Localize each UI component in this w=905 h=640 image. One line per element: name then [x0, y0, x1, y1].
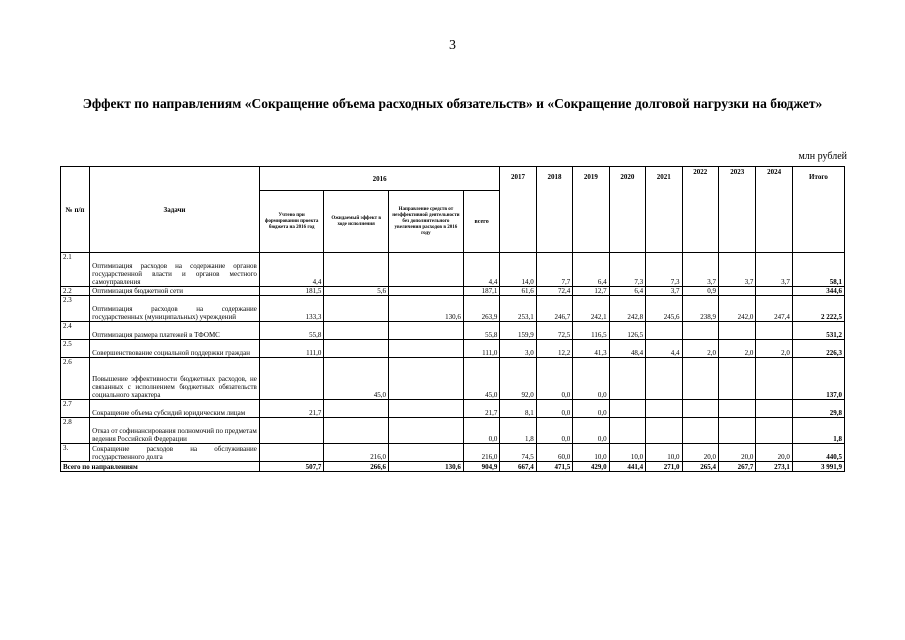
row-value: 55,8 — [259, 322, 324, 340]
row-value: 21,7 — [259, 400, 324, 418]
row-value: 4,4 — [259, 253, 324, 287]
totals-cell: 667,4 — [500, 462, 536, 472]
row-value — [682, 358, 718, 400]
row-value: 0,0 — [536, 400, 572, 418]
row-value: 8,1 — [500, 400, 536, 418]
row-value: 7,3 — [646, 253, 682, 287]
table-body — [61, 253, 845, 472]
header-year-2020: 2020 — [609, 167, 645, 253]
row-value — [756, 322, 792, 340]
totals-cell: 130,6 — [388, 462, 463, 472]
row-total: 344,6 — [792, 287, 844, 296]
row-value: 2,0 — [756, 340, 792, 358]
totals-grand: 3 991,9 — [792, 462, 844, 472]
table-row — [61, 296, 845, 322]
row-number: 2.5 — [61, 340, 90, 358]
table-row — [61, 358, 845, 400]
row-value: 111,0 — [463, 340, 499, 358]
row-value: 20,0 — [718, 444, 755, 462]
row-value: 45,0 — [324, 358, 389, 400]
row-value — [718, 400, 755, 418]
row-value: 72,5 — [536, 322, 572, 340]
row-value — [718, 358, 755, 400]
row-value: 0,0 — [573, 358, 609, 400]
table-row — [61, 444, 845, 462]
row-value — [756, 358, 792, 400]
row-value — [388, 400, 463, 418]
row-value: 3,0 — [500, 340, 536, 358]
row-value — [388, 358, 463, 400]
row-value: 10,0 — [573, 444, 609, 462]
row-value: 0,0 — [536, 418, 572, 444]
header-year-2024: 2024 — [756, 167, 792, 253]
header-no: № п/п — [61, 167, 90, 253]
row-value — [646, 418, 682, 444]
row-value — [259, 444, 324, 462]
row-value — [388, 253, 463, 287]
row-task: Сокращение объема субсидий юридическим лицам — [90, 400, 260, 418]
row-value: 3,7 — [646, 287, 682, 296]
row-value — [324, 296, 389, 322]
row-value — [682, 322, 718, 340]
row-value: 216,0 — [324, 444, 389, 462]
row-total: 1,8 — [792, 418, 844, 444]
row-value: 55,8 — [463, 322, 499, 340]
row-number: 2.3 — [61, 296, 90, 322]
row-number: 2.1 — [61, 253, 90, 287]
header-year-2022: 2022 — [682, 167, 718, 253]
totals-cell: 273,1 — [756, 462, 792, 472]
totals-row — [61, 462, 845, 472]
row-value: 253,1 — [500, 296, 536, 322]
totals-cell: 265,4 — [682, 462, 718, 472]
row-value: 7,7 — [536, 253, 572, 287]
effect-table — [60, 166, 845, 472]
header-year-2019: 2019 — [573, 167, 609, 253]
row-value: 0,0 — [573, 418, 609, 444]
row-value: 60,0 — [536, 444, 572, 462]
document-title: Эффект по направлениям «Сокращение объема расходных обязательств» и «Сокращение долговой нагрузки на бюджет» — [82, 96, 823, 111]
totals-cell: 507,7 — [259, 462, 324, 472]
row-value — [756, 400, 792, 418]
row-value: 20,0 — [756, 444, 792, 462]
row-value — [718, 287, 755, 296]
row-value: 159,9 — [500, 322, 536, 340]
row-value: 10,0 — [646, 444, 682, 462]
header-2016: 2016 — [259, 167, 499, 191]
row-total: 58,1 — [792, 253, 844, 287]
header-2016-redirected: Направление средств от неэффективной деятельности без дополнительного увеличения расходов в 2016 году — [388, 191, 463, 253]
row-value — [718, 322, 755, 340]
row-value: 0,0 — [536, 358, 572, 400]
row-value: 216,0 — [463, 444, 499, 462]
row-value: 2,0 — [718, 340, 755, 358]
row-value: 41,3 — [573, 340, 609, 358]
row-value: 0,0 — [573, 400, 609, 418]
row-value: 12,2 — [536, 340, 572, 358]
page-number: 3 — [449, 38, 456, 53]
header-2016-expected: Ожидаемый эффект в ходе исполнения — [324, 191, 389, 253]
totals-cell: 267,7 — [718, 462, 755, 472]
row-value: 3,7 — [682, 253, 718, 287]
row-number: 2.4 — [61, 322, 90, 340]
row-value — [259, 418, 324, 444]
row-task: Оптимизация расходов на содержание органов государственной власти и органов местного самоуправления — [90, 253, 260, 287]
totals-cell: 441,4 — [609, 462, 645, 472]
row-value — [609, 358, 645, 400]
row-value: 61,6 — [500, 287, 536, 296]
row-total: 440,5 — [792, 444, 844, 462]
row-value: 6,4 — [609, 287, 645, 296]
row-value — [646, 400, 682, 418]
totals-cell: 266,6 — [324, 462, 389, 472]
row-value: 4,4 — [646, 340, 682, 358]
row-value: 3,7 — [756, 253, 792, 287]
row-value: 92,0 — [500, 358, 536, 400]
row-value: 116,5 — [573, 322, 609, 340]
row-value: 245,6 — [646, 296, 682, 322]
row-value — [388, 322, 463, 340]
row-value: 181,5 — [259, 287, 324, 296]
row-value — [324, 400, 389, 418]
totals-cell: 429,0 — [573, 462, 609, 472]
row-value: 72,4 — [536, 287, 572, 296]
row-number: 3. — [61, 444, 90, 462]
row-value: 242,1 — [573, 296, 609, 322]
row-value: 10,0 — [609, 444, 645, 462]
row-value: 2,0 — [682, 340, 718, 358]
row-value — [646, 322, 682, 340]
row-value: 12,7 — [573, 287, 609, 296]
row-value — [756, 287, 792, 296]
row-value: 14,0 — [500, 253, 536, 287]
row-value: 242,0 — [718, 296, 755, 322]
row-total: 226,3 — [792, 340, 844, 358]
row-value — [324, 418, 389, 444]
header-2016-planned: Учтено при формировании проекта бюджета на 2016 год — [259, 191, 324, 253]
row-value: 133,3 — [259, 296, 324, 322]
row-value — [388, 287, 463, 296]
row-total: 29,8 — [792, 400, 844, 418]
row-value — [718, 418, 755, 444]
row-task: Оптимизация расходов на содержание государственных (муниципальных) учреждений — [90, 296, 260, 322]
row-value: 7,3 — [609, 253, 645, 287]
row-value — [388, 418, 463, 444]
row-value: 4,4 — [463, 253, 499, 287]
row-task: Оптимизация бюджетной сети — [90, 287, 260, 296]
row-value: 1,8 — [500, 418, 536, 444]
row-value: 48,4 — [609, 340, 645, 358]
row-value: 247,4 — [756, 296, 792, 322]
row-total: 2 222,5 — [792, 296, 844, 322]
header-total: Итого — [792, 167, 844, 253]
row-value — [646, 358, 682, 400]
row-value — [324, 253, 389, 287]
row-task: Оптимизация размера платежей в ТФОМС — [90, 322, 260, 340]
row-value: 111,0 — [259, 340, 324, 358]
units-label: млн рублей — [798, 151, 847, 162]
row-value: 3,7 — [718, 253, 755, 287]
header-year-2018: 2018 — [536, 167, 572, 253]
header-2016-all: всего — [463, 191, 499, 253]
row-value: 246,7 — [536, 296, 572, 322]
totals-cell: 904,9 — [463, 462, 499, 472]
row-value — [388, 444, 463, 462]
row-total: 137,0 — [792, 358, 844, 400]
table-row — [61, 287, 845, 296]
header-year-2023: 2023 — [718, 167, 755, 253]
row-number: 2.6 — [61, 358, 90, 400]
row-value — [682, 400, 718, 418]
totals-label: Всего по направлениям — [61, 462, 260, 472]
header-year-2021: 2021 — [646, 167, 682, 253]
row-task: Отказ от софинансирования полномочий по предметам ведения Российской Федерации — [90, 418, 260, 444]
row-value: 238,9 — [682, 296, 718, 322]
row-value: 0,0 — [463, 418, 499, 444]
table-row — [61, 418, 845, 444]
table-row — [61, 400, 845, 418]
row-value — [756, 418, 792, 444]
row-value: 74,5 — [500, 444, 536, 462]
row-number: 2.2 — [61, 287, 90, 296]
row-value — [324, 322, 389, 340]
row-value: 0,9 — [682, 287, 718, 296]
table-row — [61, 322, 845, 340]
header-year-2017: 2017 — [500, 167, 536, 253]
row-number: 2.8 — [61, 418, 90, 444]
row-value — [609, 400, 645, 418]
row-value: 6,4 — [573, 253, 609, 287]
row-value — [259, 358, 324, 400]
row-value: 263,9 — [463, 296, 499, 322]
row-task: Сокращение расходов на обслуживание государственного долга — [90, 444, 260, 462]
row-value: 187,1 — [463, 287, 499, 296]
totals-cell: 271,0 — [646, 462, 682, 472]
row-value — [324, 340, 389, 358]
row-value: 126,5 — [609, 322, 645, 340]
row-value: 130,6 — [388, 296, 463, 322]
row-task: Повышение эффективности бюджетных расходов, не связанных с исполнением бюджетных обязательств социального характера — [90, 358, 260, 400]
row-value — [609, 418, 645, 444]
row-value: 45,0 — [463, 358, 499, 400]
row-value: 20,0 — [682, 444, 718, 462]
row-task: Совершенствование социальной поддержки граждан — [90, 340, 260, 358]
row-value: 242,8 — [609, 296, 645, 322]
totals-cell: 471,5 — [536, 462, 572, 472]
table-row — [61, 253, 845, 287]
row-value: 5,6 — [324, 287, 389, 296]
row-value: 21,7 — [463, 400, 499, 418]
table-row — [61, 340, 845, 358]
row-value — [388, 340, 463, 358]
row-value — [682, 418, 718, 444]
header-tasks: Задачи — [90, 167, 260, 253]
row-total: 531,2 — [792, 322, 844, 340]
row-number: 2.7 — [61, 400, 90, 418]
